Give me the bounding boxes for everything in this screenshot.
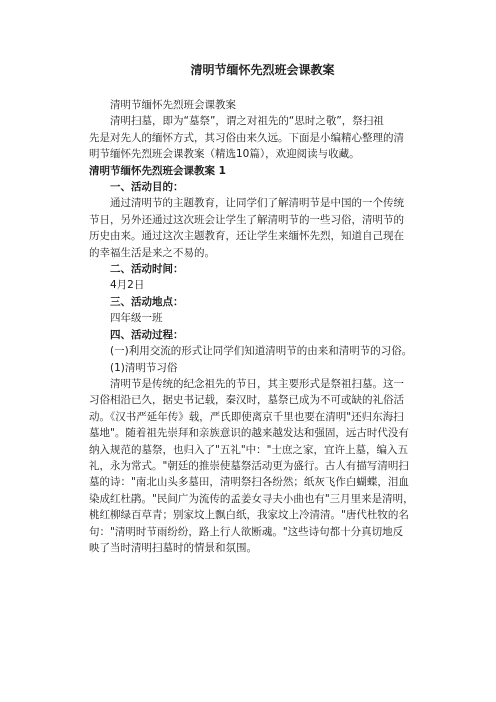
section-heading: 清明节缅怀先烈班会课教案 1 — [89, 164, 226, 177]
goal-line: 的幸福生活是来之不易的。 — [89, 246, 215, 259]
customs-line: 清明节是传统的纪念祖先的节日，其主要形式是祭祖扫墓。这一 — [110, 377, 404, 390]
customs-line: 动。《汉书严延年传》载，严氏即使离京千里也要在清明"还归东海扫 — [89, 410, 404, 423]
process-intro: (一)利用交流的形式让同学们知道清明节的由来和清明节的习俗。 — [110, 345, 413, 358]
customs-paragraph — [89, 376, 430, 556]
customs-line: 礼，永为常式。"朝廷的推崇使墓祭活动更为盛行。古人有描写清明扫 — [89, 459, 409, 472]
place-value: 四年级一班 — [110, 312, 163, 325]
goal-heading: 一、活动目的： — [110, 181, 184, 194]
document-title: 清明节缅怀先烈班会课教案 — [190, 63, 335, 77]
time-value: 4月2日 — [110, 279, 145, 292]
intro-line: 明节缅怀先烈班会课教案（精选10篇），欢迎阅读与收藏。 — [89, 148, 360, 161]
customs-line: 习俗相沿已久，据史书记载，秦汉时，墓祭已成为不可或缺的礼俗活 — [89, 394, 404, 407]
process-heading: 四、活动过程： — [110, 328, 184, 341]
intro-line: 清明节缅怀先烈班会课教案 — [110, 99, 236, 111]
goal-line: 历史由来。通过这次主题教育，还让学生来缅怀先烈，知道自己现在 — [89, 230, 404, 243]
intro-line: 先是对先人的缅怀方式，其习俗由来久远。下面是小编精心整理的清 — [89, 131, 404, 144]
place-heading: 三、活动地点： — [110, 295, 184, 308]
customs-line: 纳入规范的墓祭，也归入了"五礼"中："士庶之家，宜许上墓，编入五 — [89, 443, 408, 456]
customs-line: 映了当时清明扫墓时的情景和氛围。 — [89, 541, 257, 554]
time-heading: 二、活动时间： — [110, 263, 184, 276]
customs-line: 墓的诗："南北山头多墓田，清明祭扫各纷然；纸灰飞作白蝴蝶，泪血 — [89, 476, 409, 489]
goal-line: 通过清明节的主题教育，让同学们了解清明节是中国的一个传统 — [110, 197, 404, 210]
customs-line: 染成红杜鹃。"民间广为流传的孟姜女寻夫小曲也有"三月里来是清明， — [89, 492, 414, 505]
goal-line: 节日，另外还通过这次班会让学生了解清明节的一些习俗，清明节的 — [89, 213, 404, 226]
customs-line: 墓地"。随着祖先崇拜和亲族意识的越来越发达和强固，远古时代没有 — [89, 427, 409, 440]
customs-heading: (1)清明节习俗 — [110, 361, 178, 374]
goal-paragraph — [89, 195, 430, 261]
customs-line: 句："清明时节雨纷纷，路上行人欲断魂。"这些诗句都十分真切地反 — [89, 525, 404, 538]
intro-line: 清明扫墓，即为“墓祭”，谓之对祖先的“思时之敬”，祭扫祖 — [110, 115, 384, 128]
customs-line: 桃红柳绿百草青；别家坟上飘白纸，我家坟上冷清清。"唐代杜牧的名 — [89, 509, 409, 522]
intro-paragraph — [89, 97, 430, 163]
